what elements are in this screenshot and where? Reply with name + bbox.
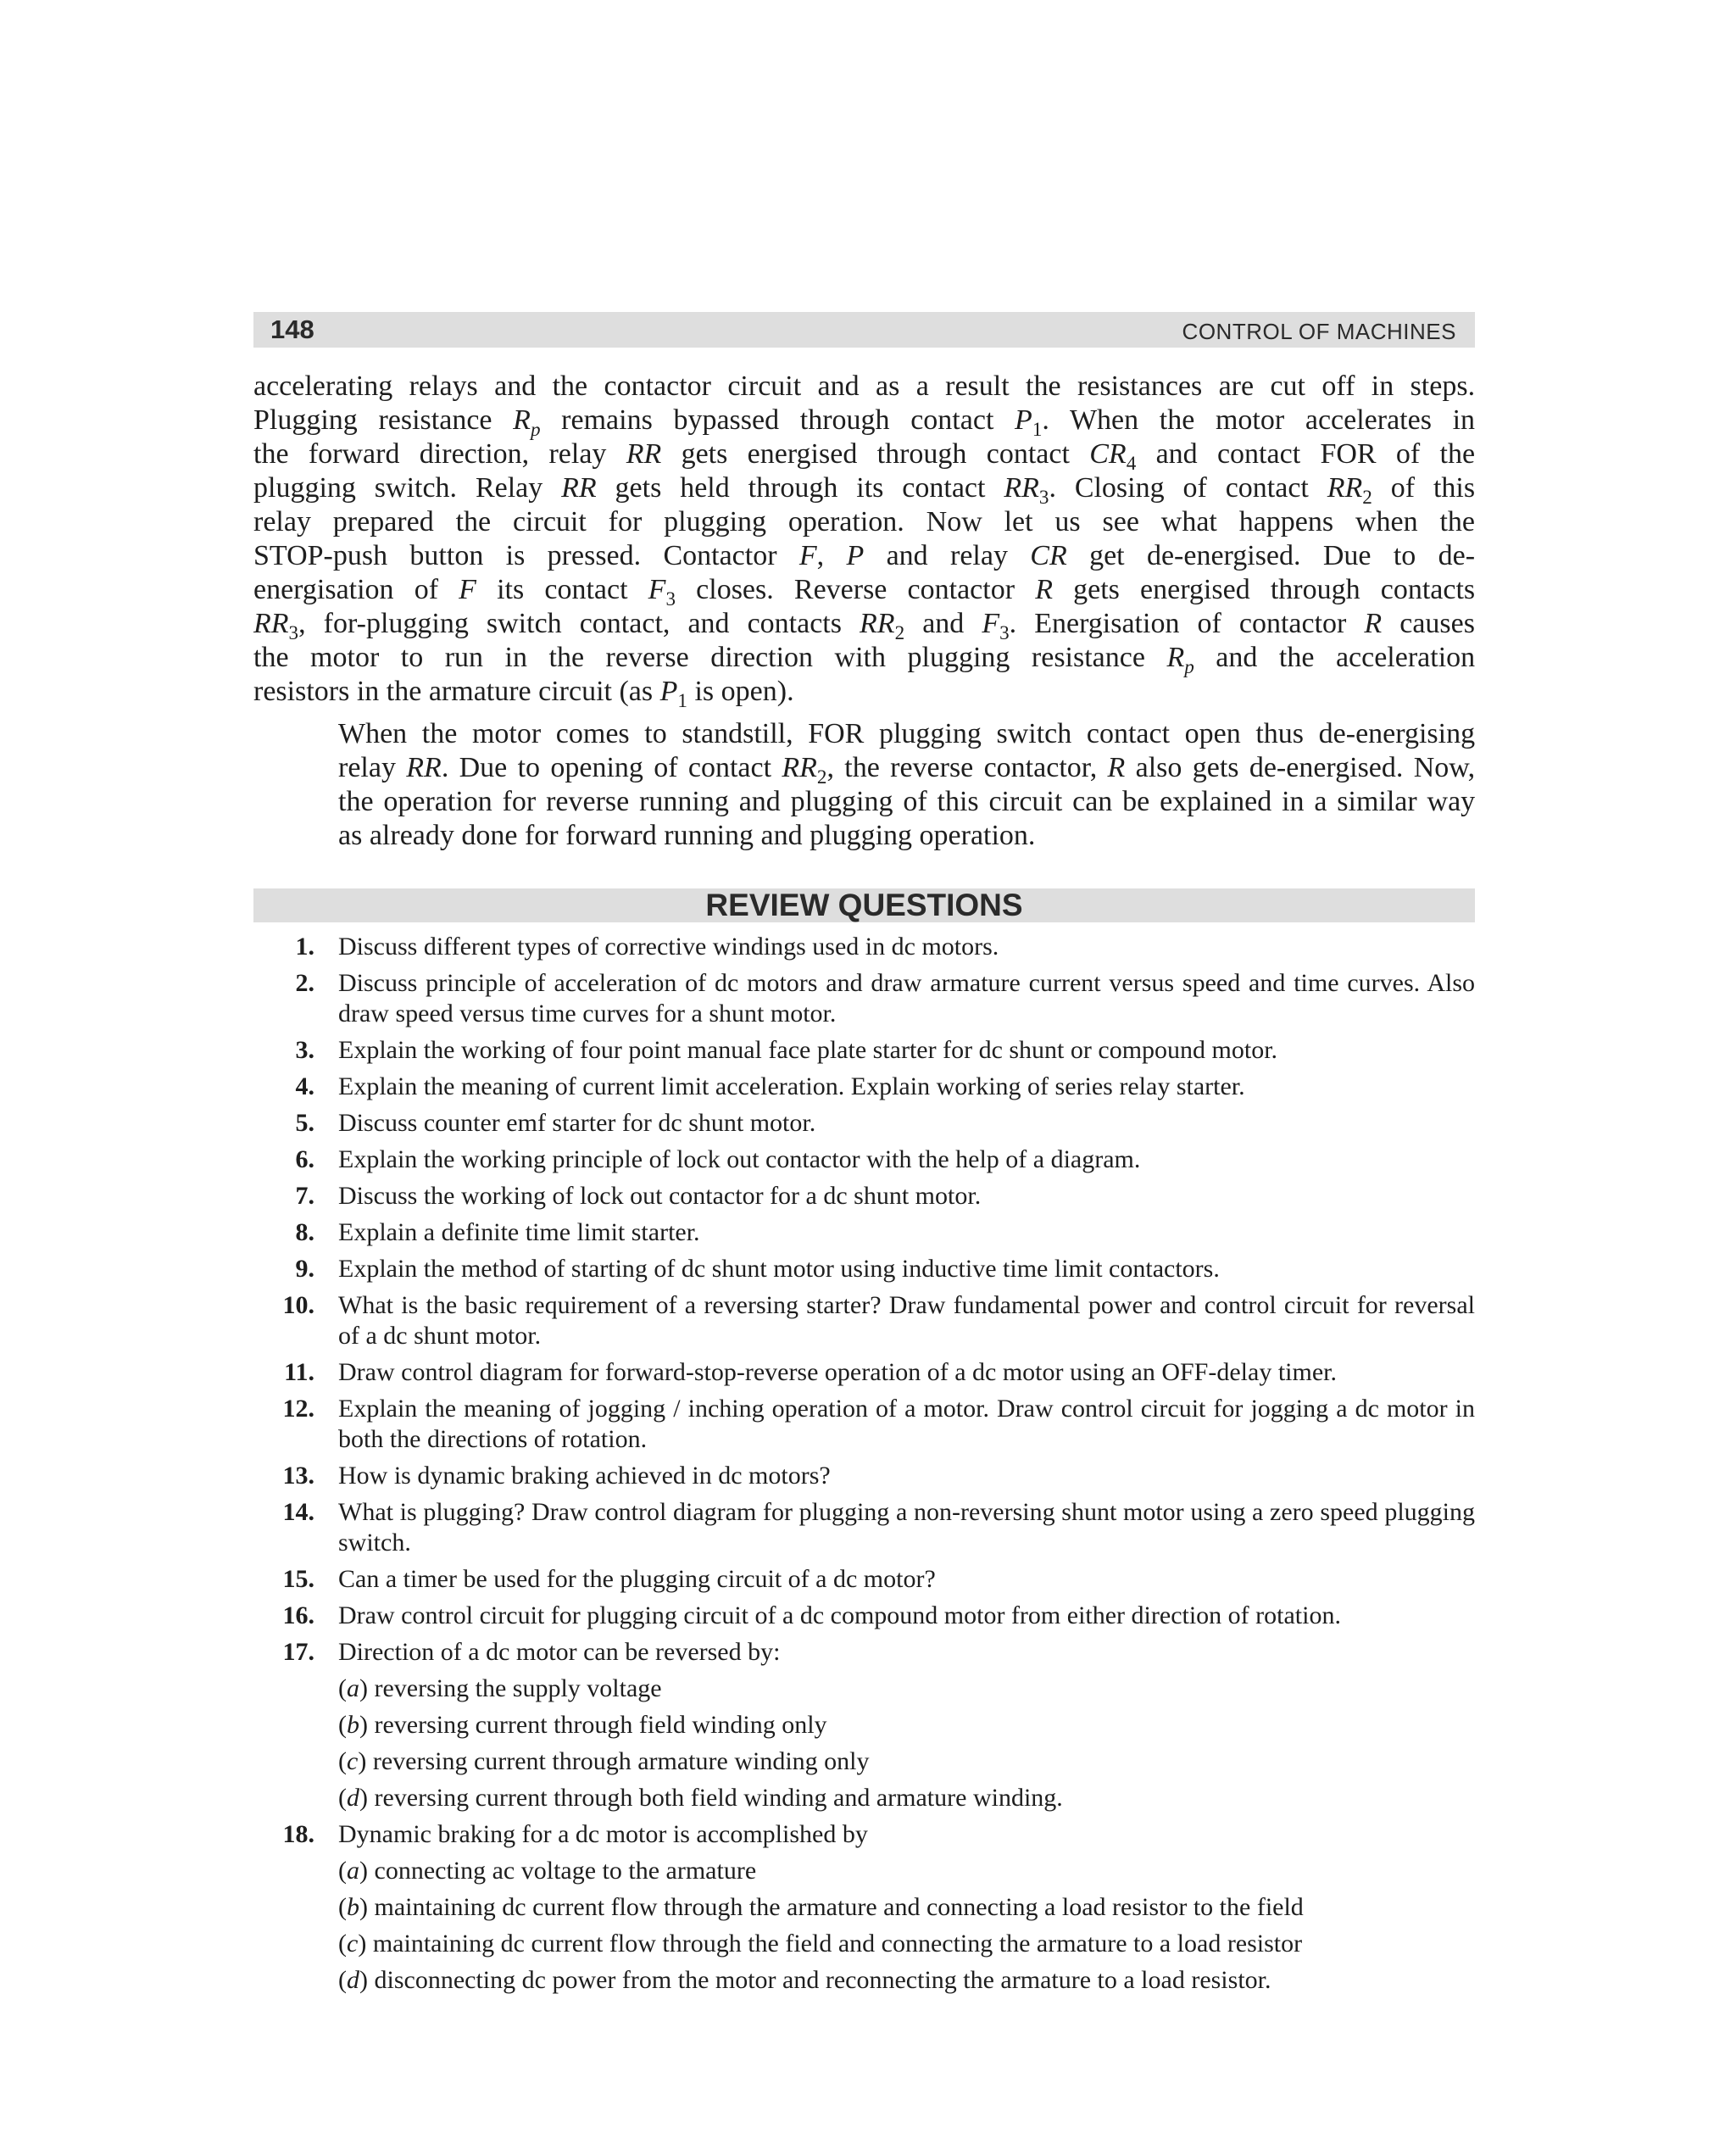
- question-text: Discuss counter emf starter for dc shunt motor.: [338, 1109, 816, 1137]
- option-letter: c: [347, 1930, 359, 1958]
- option-letter: b: [347, 1893, 359, 1921]
- question-text: Explain the meaning of current limit acceleration. Explain working of series relay starter.: [338, 1072, 1245, 1100]
- option-letter: b: [347, 1711, 359, 1739]
- question-text: Explain a definite time limit starter.: [338, 1218, 700, 1246]
- review-question: [253, 1217, 1475, 1248]
- question-text: Dynamic braking for a dc motor is accomplished by: [338, 1820, 868, 1848]
- review-question: [253, 1394, 1475, 1455]
- running-head: CONTROL OF MACHINES: [1182, 319, 1456, 344]
- question-text: Direction of a dc motor can be reversed by:: [338, 1638, 781, 1666]
- body-text-line: the operation for reverse running and plugging of this circuit can be explained in a similar way: [338, 786, 1476, 817]
- option-text: connecting ac voltage to the armature: [374, 1857, 757, 1885]
- review-question: [253, 1601, 1475, 1631]
- question-text: What is plugging? Draw control diagram for plugging a non-reversing shunt motor using a zero speed plugging switch.: [338, 1498, 1475, 1557]
- question-number: 1.: [295, 933, 314, 961]
- question-text: Explain the meaning of jogging / inching operation of a motor. Draw control circuit for jogging a dc motor in both the directions of rotation.: [338, 1395, 1475, 1453]
- review-question: [253, 1072, 1475, 1102]
- body-text-line: relay prepared the circuit for plugging operation. Now let us see what happens when the: [253, 506, 1476, 537]
- review-question: [253, 1108, 1475, 1139]
- question-number: 11.: [284, 1358, 314, 1386]
- question-number: 9.: [295, 1255, 314, 1283]
- question-number: 7.: [295, 1182, 314, 1210]
- question-text: Discuss principle of acceleration of dc motors and draw armature current versus speed and time curves. Also draw speed versus time curves for a shunt motor.: [338, 969, 1475, 1028]
- option-letter: a: [347, 1857, 359, 1885]
- option-text: reversing current through both field winding and armature winding.: [374, 1784, 1063, 1812]
- review-question: [253, 1035, 1475, 1066]
- question-number: 2.: [295, 969, 314, 997]
- question-text: How is dynamic braking achieved in dc motors?: [338, 1462, 831, 1490]
- page-header: [253, 312, 1475, 348]
- review-question: [253, 1497, 1475, 1558]
- question-option: (c) maintaining dc current flow through the field and connecting the armature to a load resistor: [338, 1930, 1303, 1958]
- question-number: 15.: [282, 1565, 314, 1593]
- question-text: Explain the method of starting of dc shunt motor using inductive time limit contactors.: [338, 1255, 1220, 1283]
- review-question: [253, 1181, 1475, 1211]
- question-option: (b) reversing current through field winding only: [338, 1711, 827, 1739]
- option-letter: a: [347, 1674, 359, 1702]
- body-paragraph-1: [253, 370, 1476, 713]
- review-question: [253, 1254, 1475, 1284]
- review-question: [253, 1144, 1475, 1175]
- question-number: 16.: [282, 1601, 314, 1629]
- question-number: 4.: [295, 1072, 314, 1100]
- option-text: reversing current through armature winding only: [372, 1747, 870, 1775]
- body-text-line: energisation of F its contact $F_3$ closes. Reverse contactor R gets energised through contacts: [253, 574, 1476, 611]
- question-text: Explain the working principle of lock out contactor with the help of a diagram.: [338, 1145, 1141, 1173]
- question-number: 10.: [282, 1291, 314, 1319]
- question-number: 3.: [295, 1036, 314, 1064]
- option-text: maintaining dc current flow through the armature and connecting a load resistor to the field: [374, 1893, 1304, 1921]
- option-text: reversing the supply voltage: [374, 1674, 662, 1702]
- question-number: 17.: [282, 1638, 314, 1666]
- body-text-line: as already done for forward running and plugging operation.: [338, 820, 1036, 851]
- body-text: [253, 370, 1475, 853]
- body-text-line: resistors in the armature circuit (as $P_1$ is open).: [253, 676, 794, 713]
- option-text: disconnecting dc power from the motor and reconnecting the armature to a load resistor.: [374, 1966, 1271, 1994]
- body-text-line: When the motor comes to standstill, FOR plugging switch contact open thus de-energising: [338, 718, 1476, 749]
- question-number: 12.: [282, 1395, 314, 1423]
- review-questions-heading: REVIEW QUESTIONS: [253, 888, 1475, 922]
- review-question: [253, 1637, 1475, 1813]
- option-text: maintaining dc current flow through the field and connecting the armature to a load resistor: [372, 1930, 1303, 1958]
- question-text: Discuss the working of lock out contactor for a dc shunt motor.: [338, 1182, 982, 1210]
- body-text-line: relay RR. Due to opening of contact $RR_2$, the reverse contactor, R also gets de-energised. Now,: [338, 752, 1476, 789]
- body-text-line: the motor to run in the reverse direction with plugging resistance $R_p$ and the acceleration: [253, 642, 1476, 679]
- question-text: Draw control diagram for forward-stop-reverse operation of a dc motor using an OFF-delay timer.: [338, 1358, 1337, 1386]
- body-text-line: $RR_3$, for-plugging switch contact, and contacts $RR_2$ and $F_3$. Energisation of contactor R causes: [253, 608, 1475, 645]
- review-question: [253, 1290, 1475, 1351]
- question-number: 5.: [295, 1109, 314, 1137]
- question-number: 14.: [282, 1498, 314, 1526]
- question-text: Can a timer be used for the plugging circuit of a dc motor?: [338, 1565, 936, 1593]
- review-question: [253, 968, 1475, 1029]
- question-option: (d) reversing current through both field winding and armature winding.: [338, 1784, 1063, 1812]
- question-number: 18.: [282, 1820, 314, 1848]
- body-text-line: STOP-push button is pressed. Contactor F, P and relay CR get de-energised. Due to de-: [253, 540, 1476, 571]
- body-text-line: the forward direction, relay RR gets energised through contact $CR_4$ and contact FOR of the: [253, 438, 1476, 476]
- question-option: (c) reversing current through armature winding only: [338, 1747, 870, 1775]
- question-text: Draw control circuit for plugging circuit of a dc compound motor from either direction of rotation.: [338, 1601, 1341, 1629]
- option-letter: d: [347, 1784, 359, 1812]
- question-text: What is the basic requirement of a reversing starter? Draw fundamental power and control circuit for reversal of a dc shunt motor.: [338, 1291, 1475, 1350]
- option-text: reversing current through field winding only: [374, 1711, 827, 1739]
- question-number: 8.: [295, 1218, 314, 1246]
- option-letter: c: [347, 1747, 359, 1775]
- review-question: [253, 932, 1475, 962]
- body-text-line: Plugging resistance $R_p$ remains bypassed through contact $P_1$. When the motor accelerates in: [253, 404, 1476, 442]
- review-question: [253, 1819, 1475, 1996]
- review-question: [253, 1564, 1475, 1595]
- body-text-line: accelerating relays and the contactor circuit and as a result the resistances are cut off in steps.: [253, 370, 1476, 402]
- question-option: (a) reversing the supply voltage: [338, 1674, 662, 1702]
- question-number: 6.: [295, 1145, 314, 1173]
- review-question: [253, 1357, 1475, 1388]
- body-text-line: plugging switch. Relay RR gets held through its contact $RR_3$. Closing of contact $RR_2$ of this: [253, 472, 1476, 510]
- question-text: Explain the working of four point manual face plate starter for dc shunt or compound motor.: [338, 1036, 1278, 1064]
- question-option: (a) connecting ac voltage to the armature: [338, 1857, 757, 1885]
- question-text: Discuss different types of corrective windings used in dc motors.: [338, 933, 999, 961]
- question-number: 13.: [282, 1462, 314, 1490]
- question-option: (b) maintaining dc current flow through the armature and connecting a load resistor to the field: [338, 1893, 1304, 1921]
- page-number: 148: [270, 315, 314, 344]
- question-option: (d) disconnecting dc power from the motor and reconnecting the armature to a load resistor.: [338, 1966, 1271, 1994]
- review-questions-list: [253, 932, 1475, 2002]
- option-letter: d: [347, 1966, 359, 1994]
- review-question: [253, 1461, 1475, 1491]
- body-paragraph-2: [253, 717, 1475, 853]
